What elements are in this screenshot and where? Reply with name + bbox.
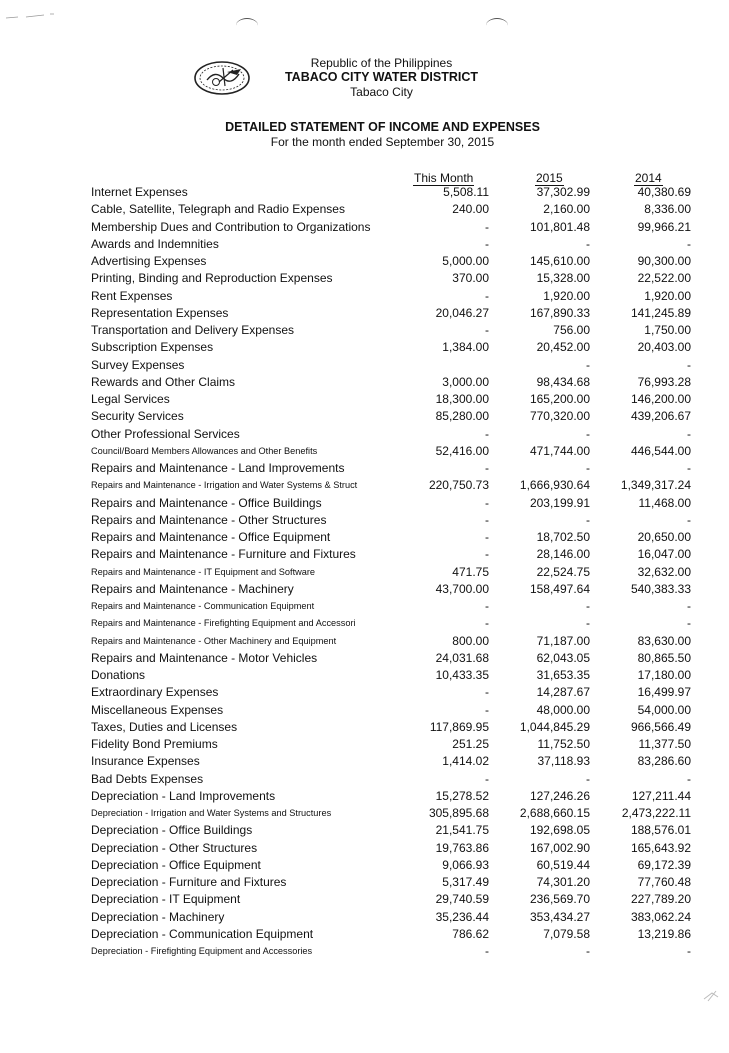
- cell-this-month: 3,000.00: [442, 374, 489, 389]
- table-row: [0, 201, 729, 218]
- cell-this-month: 35,236.44: [435, 909, 489, 924]
- cell-2014: 540,383.33: [630, 581, 691, 596]
- cell-2014: 80,865.50: [637, 650, 691, 665]
- cell-2014: 13,219.86: [637, 926, 691, 941]
- cell-this-month: -: [485, 944, 489, 958]
- cell-2014: 439,206.67: [630, 409, 691, 424]
- cell-this-month: 220,750.73: [428, 478, 489, 493]
- row-label: Repairs and Maintenance - Firefighting Equipment and Accessori: [91, 618, 356, 629]
- cell-2015: -: [586, 616, 590, 631]
- cell-this-month: -: [485, 685, 489, 700]
- table-row: [0, 753, 729, 770]
- row-label: Rent Expenses: [91, 288, 173, 303]
- cell-2014: -: [687, 599, 691, 613]
- cell-2015: 11,752.50: [537, 737, 590, 751]
- cell-2014: -: [687, 512, 691, 527]
- cell-2015: 14,287.67: [536, 685, 590, 700]
- table-row: [0, 357, 729, 374]
- cell-this-month: 800.00: [452, 633, 489, 648]
- cell-2015: 74,301.20: [536, 875, 590, 889]
- cell-2015: 770,320.00: [529, 409, 590, 424]
- table-row: [0, 581, 729, 598]
- cell-2014: 1,920.00: [644, 288, 691, 303]
- table-row: [0, 391, 729, 408]
- document-header: [0, 56, 729, 99]
- cell-2015: -: [586, 599, 590, 613]
- cell-2015: 203,199.91: [529, 495, 590, 510]
- row-label: Printing, Binding and Reproduction Expenses: [91, 271, 333, 286]
- row-label: Security Services: [91, 409, 184, 424]
- row-label: Depreciation - Other Structures: [91, 840, 258, 855]
- cell-2015: 127,246.26: [529, 788, 590, 803]
- table-row: [0, 771, 729, 788]
- row-label: Repairs and Maintenance - Office Equipment: [91, 530, 331, 544]
- row-label: Membership Dues and Contribution to Organizations: [91, 219, 371, 234]
- column-header-2014: [634, 171, 663, 185]
- expense-table: [0, 184, 729, 960]
- cell-this-month: 29,740.59: [435, 892, 489, 907]
- header-city: Tabaco City: [350, 85, 413, 99]
- cell-2015: 471,744.00: [529, 443, 590, 458]
- cell-2014: 1,750.00: [644, 323, 691, 337]
- row-label: Donations: [91, 668, 146, 682]
- cell-2015: -: [586, 944, 590, 958]
- cell-2015: 101,801.48: [529, 219, 590, 234]
- row-label: Other Professional Services: [91, 426, 240, 441]
- cell-2014: 17,180.00: [637, 668, 691, 682]
- table-row: [0, 339, 729, 356]
- table-row: [0, 667, 729, 684]
- column-header-2015-label: 2015: [536, 171, 563, 185]
- cell-2015: 167,002.90: [529, 840, 590, 855]
- cell-this-month: 305,895.68: [428, 806, 489, 820]
- column-header-2014-label: 2014: [635, 171, 662, 185]
- cell-2015: 20,452.00: [536, 340, 590, 355]
- cell-this-month: 240.00: [452, 202, 489, 217]
- table-row: [0, 926, 729, 943]
- table-row: [0, 270, 729, 287]
- cell-this-month: 20,046.27: [435, 305, 489, 320]
- cell-this-month: 251.25: [452, 737, 489, 751]
- cell-2014: 966,566.49: [630, 719, 691, 734]
- punch-mark-left: [236, 18, 258, 33]
- row-label: Repairs and Maintenance - Office Buildings: [91, 495, 322, 510]
- cell-2015: 353,434.27: [529, 909, 590, 924]
- row-label: Depreciation - Communication Equipment: [91, 926, 314, 941]
- cell-2014: 76,993.28: [637, 374, 691, 389]
- cell-2015: -: [586, 512, 590, 527]
- cell-2015: 2,160.00: [543, 202, 590, 217]
- cell-this-month: -: [485, 530, 489, 544]
- row-label: Repairs and Maintenance - Furniture and Fixtures: [91, 547, 356, 562]
- cell-2015: 1,920.00: [543, 288, 590, 303]
- row-label: Depreciation - Furniture and Fixtures: [91, 875, 287, 889]
- row-label: Rewards and Other Claims: [91, 374, 236, 389]
- row-label: Survey Expenses: [91, 357, 185, 372]
- cell-2014: 11,377.50: [638, 737, 691, 751]
- row-label: Depreciation - Irrigation and Water Systems and Structures: [91, 808, 332, 818]
- table-row: [0, 857, 729, 874]
- cell-2015: 71,187.00: [536, 633, 590, 648]
- row-label: Repairs and Maintenance - Land Improvements: [91, 461, 345, 475]
- cell-2015: 1,666,930.64: [519, 478, 590, 493]
- table-row: [0, 495, 729, 512]
- table-row: [0, 374, 729, 391]
- cell-2014: -: [687, 357, 691, 372]
- cell-2014: -: [687, 944, 691, 958]
- row-label: Subscription Expenses: [91, 340, 214, 355]
- cell-2014: 69,172.39: [637, 857, 691, 872]
- table-row: [0, 702, 729, 719]
- cell-this-month: -: [485, 288, 489, 303]
- scan-speck-icon: [4, 12, 64, 22]
- cell-2014: -: [687, 426, 691, 441]
- table-row: [0, 184, 729, 201]
- cell-this-month: -: [485, 771, 489, 786]
- table-row: [0, 822, 729, 839]
- row-label: Taxes, Duties and Licenses: [91, 719, 238, 734]
- row-label: Transportation and Delivery Expenses: [91, 323, 294, 337]
- cell-2015: 60,519.44: [536, 857, 590, 872]
- statement-title-block: [0, 120, 729, 149]
- cell-2014: 146,200.00: [630, 392, 691, 406]
- row-label: Repairs and Maintenance - IT Equipment and Software: [91, 566, 316, 577]
- cell-this-month: 786.62: [452, 926, 489, 941]
- cell-this-month: 5,317.49: [442, 875, 489, 889]
- cell-2015: -: [586, 236, 590, 251]
- cell-2015: 145,610.00: [529, 254, 590, 268]
- cell-this-month: 21,541.75: [435, 823, 489, 838]
- cell-this-month: 24,031.68: [435, 650, 489, 665]
- cell-2014: 90,300.00: [637, 254, 691, 268]
- cell-2015: 37,302.99: [536, 185, 590, 199]
- cell-this-month: -: [485, 495, 489, 510]
- cell-2014: 83,286.60: [637, 754, 691, 769]
- cell-2015: 18,702.50: [536, 530, 590, 544]
- table-row: [0, 426, 729, 443]
- table-row: [0, 736, 729, 753]
- table-row: [0, 460, 729, 477]
- cell-2015: 15,328.00: [536, 271, 590, 286]
- row-label: Representation Expenses: [91, 305, 229, 320]
- row-label: Repairs and Maintenance - Other Structures: [91, 512, 327, 527]
- table-row: [0, 443, 729, 460]
- cell-this-month: 117,869.95: [429, 719, 489, 734]
- cell-this-month: -: [485, 461, 489, 475]
- table-row: [0, 546, 729, 563]
- cell-2014: 141,245.89: [630, 305, 691, 320]
- cell-2015: 167,890.33: [529, 305, 590, 320]
- cell-2014: 127,211.44: [631, 788, 691, 803]
- row-label: Awards and Indemnities: [91, 236, 219, 251]
- cell-2014: 32,632.00: [637, 564, 691, 579]
- cell-2015: -: [586, 426, 590, 441]
- cell-this-month: 5,000.00: [442, 254, 489, 268]
- scan-smudge-icon: [700, 985, 724, 1005]
- statement-period: For the month ended September 30, 2015: [270, 135, 495, 149]
- cell-2015: 165,200.00: [529, 392, 590, 406]
- cell-this-month: -: [485, 616, 489, 631]
- table-row: [0, 943, 729, 960]
- row-label: Bad Debts Expenses: [91, 771, 204, 786]
- table-row: [0, 408, 729, 425]
- table-row: [0, 253, 729, 270]
- cell-2014: 16,499.97: [637, 685, 691, 700]
- row-label: Internet Expenses: [91, 185, 188, 199]
- row-label: Depreciation - Office Equipment: [91, 857, 261, 872]
- statement-title: DETAILED STATEMENT OF INCOME AND EXPENSES: [225, 120, 540, 134]
- row-label: Repairs and Maintenance - Other Machinery and Equipment: [91, 635, 337, 646]
- cell-2015: -: [586, 771, 590, 786]
- cell-2015: 31,653.35: [536, 668, 590, 682]
- column-header-this-month-label: This Month: [414, 171, 474, 185]
- row-label: Depreciation - Firefighting Equipment and Accessories: [91, 946, 313, 956]
- table-row: [0, 288, 729, 305]
- table-row: [0, 512, 729, 529]
- row-label: Insurance Expenses: [91, 754, 200, 769]
- row-label: Repairs and Maintenance - Motor Vehicles: [91, 650, 318, 665]
- cell-2014: 40,380.69: [637, 185, 691, 199]
- cell-2015: -: [586, 357, 590, 372]
- table-row: [0, 874, 729, 891]
- table-row: [0, 322, 729, 339]
- cell-2014: 16,047.00: [637, 547, 691, 562]
- cell-2015: -: [586, 461, 590, 475]
- table-row: [0, 840, 729, 857]
- cell-this-month: -: [485, 323, 489, 337]
- row-label: Fidelity Bond Premiums: [91, 737, 218, 751]
- cell-2014: 20,403.00: [637, 340, 691, 355]
- column-header-2015: [535, 171, 564, 185]
- cell-2014: 11,468.00: [638, 495, 691, 510]
- cell-2015: 158,497.64: [529, 581, 590, 596]
- punch-mark-right: [486, 18, 508, 33]
- cell-2014: 227,789.20: [630, 892, 691, 907]
- cell-2015: 236,569.70: [529, 892, 590, 907]
- cell-2014: 22,522.00: [637, 271, 691, 286]
- cell-this-month: 471.75: [452, 564, 489, 579]
- cell-2014: 383,062.24: [630, 909, 691, 924]
- table-row: [0, 891, 729, 908]
- cell-this-month: -: [485, 219, 489, 234]
- table-row: [0, 564, 729, 581]
- cell-2014: 446,544.00: [630, 443, 691, 458]
- table-row: [0, 615, 729, 632]
- cell-this-month: 18,300.00: [435, 392, 489, 406]
- row-label: Repairs and Maintenance - Irrigation and Water Systems & Struct: [91, 480, 358, 491]
- table-row: [0, 719, 729, 736]
- cell-2015: 62,043.05: [536, 650, 590, 665]
- cell-2014: 2,473,222.11: [621, 806, 691, 820]
- row-label: Legal Services: [91, 392, 170, 406]
- row-label: Cable, Satellite, Telegraph and Radio Expenses: [91, 202, 345, 217]
- header-organization: TABACO CITY WATER DISTRICT: [284, 70, 479, 84]
- row-label: Miscellaneous Expenses: [91, 702, 224, 717]
- table-row: [0, 305, 729, 322]
- cell-2015: 756.00: [553, 323, 590, 337]
- cell-2015: 98,434.68: [536, 374, 590, 389]
- table-row: [0, 633, 729, 650]
- cell-this-month: 43,700.00: [435, 581, 489, 596]
- cell-this-month: 9,066.93: [442, 857, 489, 872]
- cell-2014: 188,576.01: [630, 823, 691, 838]
- cell-this-month: 5,508.11: [443, 185, 489, 199]
- cell-2014: -: [687, 461, 691, 475]
- cell-2014: 83,630.00: [637, 633, 691, 648]
- cell-this-month: -: [485, 426, 489, 441]
- row-label: Depreciation - Office Buildings: [91, 823, 253, 838]
- cell-this-month: -: [485, 702, 489, 717]
- cell-2014: 54,000.00: [637, 702, 691, 717]
- table-row: [0, 805, 729, 822]
- row-label: Depreciation - IT Equipment: [91, 892, 241, 907]
- column-header-this-month: [413, 171, 474, 185]
- cell-2015: 7,079.58: [543, 926, 590, 941]
- cell-this-month: 52,416.00: [435, 443, 489, 458]
- row-label: Advertising Expenses: [91, 254, 207, 268]
- cell-2014: -: [687, 236, 691, 251]
- cell-2015: 48,000.00: [536, 702, 590, 717]
- cell-2015: 28,146.00: [536, 547, 590, 562]
- cell-this-month: -: [485, 236, 489, 251]
- row-label: Repairs and Maintenance - Communication Equipment: [91, 601, 315, 611]
- row-label: Depreciation - Machinery: [91, 909, 225, 924]
- cell-2014: 99,966.21: [637, 219, 691, 234]
- cell-2015: 1,044,845.29: [519, 719, 590, 734]
- cell-this-month: 370.00: [452, 271, 489, 286]
- row-label: Depreciation - Land Improvements: [91, 788, 276, 803]
- cell-this-month: 1,414.02: [442, 754, 489, 769]
- cell-this-month: -: [485, 599, 489, 613]
- row-label: Repairs and Maintenance - Machinery: [91, 581, 294, 596]
- header-republic: Republic of the Philippines: [310, 56, 453, 70]
- table-row: [0, 236, 729, 253]
- table-row: [0, 529, 729, 546]
- cell-2015: 2,688,660.15: [519, 806, 590, 820]
- cell-this-month: 85,280.00: [435, 409, 489, 424]
- cell-2015: 192,698.05: [529, 823, 590, 838]
- row-label: Council/Board Members Allowances and Other Benefits: [91, 445, 318, 456]
- cell-this-month: 1,384.00: [442, 340, 489, 355]
- cell-this-month: -: [485, 547, 489, 562]
- table-row: [0, 684, 729, 701]
- cell-2014: 1,349,317.24: [620, 478, 691, 493]
- cell-this-month: 19,763.86: [435, 840, 489, 855]
- cell-this-month: -: [485, 512, 489, 527]
- cell-this-month: 15,278.52: [435, 788, 489, 803]
- row-label: Extraordinary Expenses: [91, 685, 219, 700]
- cell-2015: 37,118.93: [537, 754, 590, 769]
- cell-2014: -: [687, 616, 691, 631]
- table-row: [0, 788, 729, 805]
- cell-2014: -: [687, 771, 691, 786]
- cell-2015: 22,524.75: [536, 564, 590, 579]
- table-row: [0, 909, 729, 926]
- cell-2014: 165,643.92: [630, 840, 691, 855]
- table-row: [0, 477, 729, 494]
- cell-2014: 8,336.00: [644, 202, 691, 217]
- table-row: [0, 598, 729, 615]
- table-row: [0, 219, 729, 236]
- cell-2014: 20,650.00: [637, 530, 691, 544]
- cell-2014: 77,760.48: [637, 875, 691, 889]
- cell-this-month: 10,433.35: [435, 668, 489, 682]
- table-row: [0, 650, 729, 667]
